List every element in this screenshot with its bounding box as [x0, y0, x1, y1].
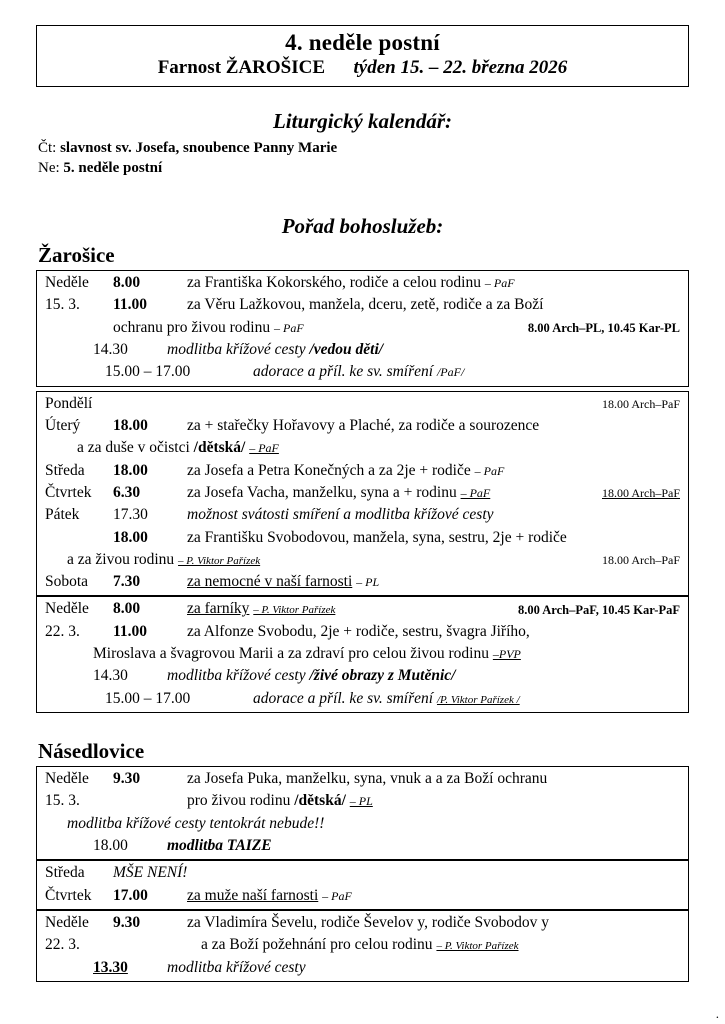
table-row: [37, 437, 688, 459]
table-row: [37, 957, 688, 979]
table-row: [37, 862, 688, 884]
table-row: [37, 272, 688, 294]
row-intention: [187, 790, 682, 812]
schedule-heading: Pořad bohoslužeb:: [281, 214, 444, 239]
row-intention: [67, 549, 682, 571]
footer-mark: .: [715, 1006, 719, 1021]
row-celebrant: – PaF: [474, 463, 505, 478]
row-celebrant: – P. Viktor Pařízek: [253, 604, 336, 617]
row-intention-text: ochranu pro živou rodinu: [113, 318, 271, 336]
row-time: 18.00: [93, 836, 128, 854]
row-intention: [253, 361, 682, 383]
row-emphasis: /dětská/: [193, 439, 246, 457]
nasedlovice-weekday-table: [36, 860, 689, 910]
liturgical-calendar-heading: Liturgický kalendář:: [272, 108, 453, 133]
row-celebrant: – PaF: [249, 441, 279, 456]
row-day: Neděle: [45, 600, 89, 618]
row-day: Úterý: [45, 416, 81, 434]
row-day: Středa: [45, 461, 85, 479]
table-row: [37, 361, 688, 383]
row-time: 9.30: [113, 913, 141, 931]
table-row: [37, 790, 688, 812]
liturgical-text-thursday: slavnost sv. Josefa, snoubence Panny Marie: [60, 139, 338, 156]
row-time: 11.00: [113, 296, 148, 314]
row-intention: [93, 643, 682, 665]
row-intention: [167, 339, 682, 361]
table-row: [37, 482, 688, 504]
row-time: 18.00: [113, 528, 148, 546]
table-row: [37, 415, 688, 437]
liturgical-prefix-thursday: Čt:: [38, 139, 57, 156]
nasedlovice-sunday-15-table: [36, 766, 689, 860]
row-day: Neděle: [45, 770, 89, 788]
row-intention-text: za Alfonze Svobodu, 2je + rodiče, sestru, švagra Jiřího,: [187, 622, 530, 640]
row-celebrant: – PL: [349, 794, 373, 809]
row-celebrant: – P. Viktor Pařízek: [178, 554, 261, 567]
row-intention: [187, 272, 682, 294]
row-side-note: 18.00 Arch–PaF: [602, 552, 680, 567]
row-time: 9.30: [113, 770, 141, 788]
row-emphasis: /dětská/: [294, 792, 346, 810]
table-row: [37, 885, 688, 907]
table-row: [37, 934, 688, 956]
row-intention-text: a za duše v očistci: [77, 439, 190, 457]
row-day: Středa: [45, 864, 85, 882]
table-row: [37, 621, 688, 643]
row-intention-text: modlitba křížové cesty tentokrát nebude!!: [67, 814, 325, 832]
row-day: Pondělí: [45, 394, 93, 412]
row-intention: [187, 571, 682, 593]
row-side-note: 18.00 Arch–PaF: [602, 396, 680, 411]
table-row: [37, 294, 688, 316]
table-row: [37, 835, 688, 857]
table-row: [37, 598, 688, 620]
row-side-note: 18.00 Arch–PaF: [602, 485, 680, 500]
row-intention-text: za farníky: [187, 600, 250, 618]
row-intention-text: adorace a příl. ke sv. smíření: [253, 689, 434, 707]
week-range: týden 15. – 22. března 2026: [353, 56, 568, 78]
table-row: [37, 549, 688, 571]
row-celebrant: –PVP: [492, 647, 521, 662]
row-intention-text: a za živou rodinu: [67, 550, 175, 568]
table-row: [37, 571, 688, 593]
row-date: 15. 3.: [45, 296, 80, 314]
row-time: 17.00: [113, 886, 148, 904]
row-intention-text: pro živou rodinu: [187, 792, 291, 810]
liturgical-prefix-sunday: Ne:: [38, 159, 60, 176]
table-row: [37, 813, 688, 835]
row-intention-text: za + stařečky Hořavovy a Plaché, za rodiče a sourozence: [187, 416, 540, 434]
row-time: 15.00 – 17.00: [105, 363, 191, 381]
row-date: 15. 3.: [45, 792, 80, 810]
row-day: Neděle: [45, 274, 89, 292]
row-date: 22. 3.: [45, 936, 80, 954]
row-emphasis: /vedou děti/: [309, 341, 384, 359]
header-subtitle: [37, 57, 688, 79]
liturgical-line-sunday: [38, 158, 689, 178]
row-intention: [253, 688, 682, 710]
row-intention: [187, 885, 682, 907]
nasedlovice-sunday-22-table: [36, 910, 689, 982]
row-side-note: 8.00 Arch–PaF, 10.45 Kar-PaF: [517, 602, 680, 617]
row-time: 18.00: [113, 461, 148, 479]
row-time: 7.30: [113, 573, 141, 591]
row-day: Čtvrtek: [45, 886, 92, 904]
row-side-note: 8.00 Arch–PL, 10.45 Kar-PL: [527, 321, 680, 336]
row-celebrant: /PaF/: [436, 365, 465, 380]
row-celebrant: – PaF: [274, 320, 304, 335]
table-row: [37, 317, 688, 339]
row-intention: [167, 665, 682, 687]
row-time: 11.00: [113, 622, 148, 640]
table-row: [37, 460, 688, 482]
place-heading-zarosice: Žarošice: [38, 243, 115, 268]
row-intention: [77, 437, 682, 459]
row-intention-text: MŠE NENÍ!: [113, 864, 188, 882]
liturgical-text-sunday: 5. neděle postní: [63, 159, 163, 176]
zarosice-weekday-table: [36, 391, 689, 597]
row-day: Sobota: [45, 573, 89, 591]
row-celebrant: – PL: [356, 575, 380, 590]
row-time-value: 13.30: [93, 958, 128, 976]
row-intention-text: adorace a příl. ke sv. smíření: [253, 363, 434, 381]
row-time: [93, 957, 167, 979]
row-time: 14.30: [93, 341, 128, 359]
row-celebrant: – PaF: [460, 485, 491, 500]
row-intention-text: modlitba křížové cesty: [167, 958, 306, 976]
liturgical-line-thursday: [38, 138, 689, 158]
row-intention-text: za nemocné v naší farnosti: [187, 573, 353, 591]
row-intention-text: za Josefa Vacha, manželku, syna a + rodinu: [187, 483, 457, 501]
row-intention-text: za Vladimíra Ševelu, rodiče Ševelov y, rodiče Svobodov y: [187, 913, 550, 931]
table-row: [37, 339, 688, 361]
row-time: 15.00 – 17.00: [105, 689, 191, 707]
row-day: Pátek: [45, 506, 80, 524]
table-row: [37, 393, 688, 415]
row-celebrant: /P. Viktor Pařízek /: [436, 693, 520, 706]
zarosice-sunday-15-table: [36, 270, 689, 387]
row-time: 8.00: [113, 600, 141, 618]
row-intention-text: za Věru Lažkovou, manžela, dceru, zetě, rodiče a za Boží: [187, 296, 544, 314]
page-title: 4. neděle postní: [285, 30, 440, 55]
row-time: 17.30: [113, 506, 148, 524]
row-intention-text: za Josefa a Petra Konečných a za 2je + rodiče: [187, 461, 471, 479]
row-intention-text: modlitba křížové cesty: [167, 667, 306, 685]
row-intention-text: Miroslava a švagrovou Marii a za zdraví pro celou živou rodinu: [93, 645, 489, 663]
zarosice-sunday-22-table: [36, 596, 689, 713]
row-intention-text: možnost svátosti smíření a modlitba křížové cesty: [187, 506, 494, 524]
row-intention: [167, 835, 682, 857]
table-row: [37, 665, 688, 687]
row-emphasis: /živé obrazy z Mutěnic/: [309, 667, 456, 685]
row-intention-text: za Josefa Puka, manželku, syna, vnuk a a za Boží ochranu: [187, 770, 548, 788]
table-row: [37, 688, 688, 710]
row-emphasis: modlitba TAIZE: [167, 836, 272, 854]
row-date: 22. 3.: [45, 622, 80, 640]
row-intention: [201, 934, 682, 956]
row-celebrant: – PaF: [322, 888, 352, 903]
row-time: 14.30: [93, 667, 128, 685]
row-day: Čtvrtek: [45, 483, 92, 501]
place-heading-nasedlovice: Násedlovice: [38, 739, 145, 764]
row-intention-text: za muže naší farnosti: [187, 886, 319, 904]
row-time: 18.00: [113, 416, 148, 434]
row-intention-text: a za Boží požehnání pro celou rodinu: [201, 936, 433, 954]
table-row: [37, 912, 688, 934]
table-row: [37, 527, 688, 549]
row-time: 8.00: [113, 274, 141, 292]
row-celebrant: – PaF: [484, 276, 515, 291]
row-intention-text: za Františka Kokorského, rodiče a celou rodinu: [187, 274, 481, 292]
row-intention: [187, 460, 682, 482]
row-intention-text: modlitba křížové cesty: [167, 341, 306, 359]
row-celebrant: – P. Viktor Pařízek: [436, 940, 519, 953]
document-header: [36, 25, 689, 87]
table-row: [37, 768, 688, 790]
table-row: [37, 643, 688, 665]
row-day: Neděle: [45, 913, 89, 931]
row-intention-text: za Františku Svobodovou, manžela, syna, sestru, 2je + rodiče: [187, 528, 567, 546]
table-row: [37, 504, 688, 526]
row-time: 6.30: [113, 483, 141, 501]
parish-name: Farnost ŽAROŠICE: [157, 56, 326, 78]
